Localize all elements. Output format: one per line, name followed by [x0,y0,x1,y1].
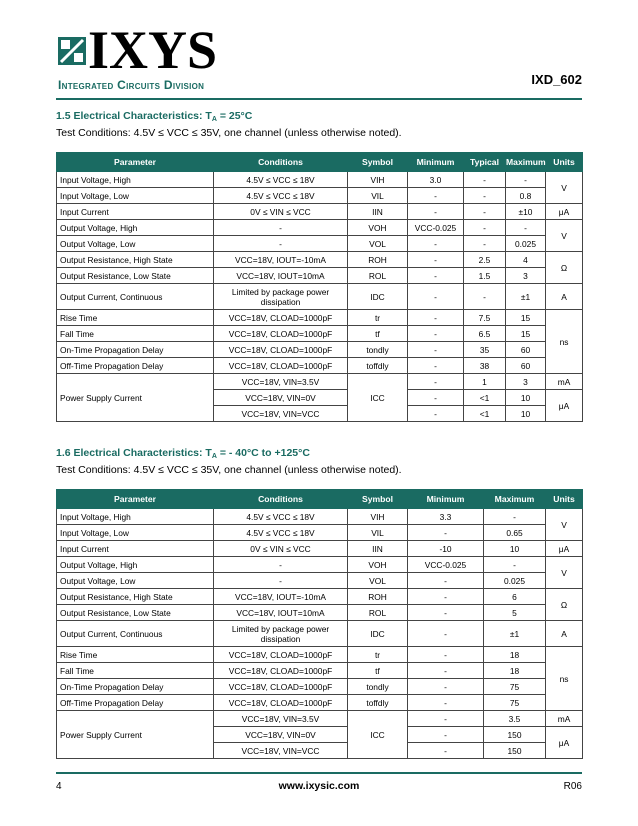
section-1-test-conditions: Test Conditions: 4.5V ≤ VCC ≤ 35V, one channel (unless otherwise noted). [56,127,402,139]
header-parameter: Parameter [57,490,214,509]
param-cell: Input Voltage, High [57,172,214,188]
footer-rule [56,772,582,774]
max-cell: - [484,557,546,573]
typ-cell: 7.5 [464,310,506,326]
param-cell: Power Supply Current [57,711,214,759]
param-cell: Output Voltage, High [57,220,214,236]
param-cell: Off-Time Propagation Delay [57,695,214,711]
param-cell: Rise Time [57,647,214,663]
cond-cell: Limited by package power dissipation [214,621,348,647]
cond-cell: 0V ≤ VIN ≤ VCC [214,541,348,557]
table-row [57,374,583,390]
min-cell: - [408,326,464,342]
header-conditions: Conditions [214,153,348,172]
max-cell: 75 [484,679,546,695]
cond-cell: VCC=18V, VIN=3.5V [214,374,348,390]
typ-cell: - [464,236,506,252]
min-cell: - [408,727,484,743]
param-cell: Output Resistance, Low State [57,268,214,284]
unit-cell: V [546,172,583,204]
min-cell: - [408,695,484,711]
param-cell: Input Voltage, High [57,509,214,525]
table-row [57,647,583,663]
table-row [57,695,583,711]
division-name: Integrated Circuits Division [58,78,205,92]
typ-cell: - [464,188,506,204]
param-cell: Output Resistance, Low State [57,605,214,621]
symbol-cell: tf [348,663,408,679]
param-cell: Input Voltage, Low [57,525,214,541]
symbol-cell: IDC [348,621,408,647]
cond-cell: VCC=18V, IOUT=-10mA [214,589,348,605]
max-cell: 3 [506,268,546,284]
max-cell: 75 [484,695,546,711]
min-cell: - [408,374,464,390]
max-cell: 0.8 [506,188,546,204]
header-symbol: Symbol [348,490,408,509]
header-symbol: Symbol [348,153,408,172]
symbol-cell: IDC [348,284,408,310]
symbol-cell: toffdly [348,358,408,374]
ixys-logo: IXYS [88,20,218,80]
param-cell: Input Voltage, Low [57,188,214,204]
max-cell: 150 [484,743,546,759]
ixys-logo-mark [58,37,86,65]
table-header-row [57,153,583,172]
table-row [57,589,583,605]
document-id: IXD_602 [531,72,582,87]
symbol-cell: ROH [348,252,408,268]
symbol-cell: ROL [348,605,408,621]
param-cell: Off-Time Propagation Delay [57,358,214,374]
cond-cell: VCC=18V, IOUT=-10mA [214,252,348,268]
typ-cell: 6.5 [464,326,506,342]
header-rule [56,98,582,100]
header-units: Units [546,153,583,172]
symbol-cell: VOL [348,236,408,252]
cond-cell: VCC=18V, CLOAD=1000pF [214,326,348,342]
cond-cell: 4.5V ≤ VCC ≤ 18V [214,509,348,525]
min-cell: -10 [408,541,484,557]
max-cell: ±10 [506,204,546,220]
max-cell: 150 [484,727,546,743]
header-conditions: Conditions [214,490,348,509]
param-cell: Fall Time [57,326,214,342]
cond-cell: VCC=18V, IOUT=10mA [214,605,348,621]
min-cell: 3.3 [408,509,484,525]
unit-cell: μA [546,727,583,759]
page-number: 4 [56,781,62,792]
param-cell: Output Current, Continuous [57,284,214,310]
table-row [57,679,583,695]
param-cell: Output Resistance, High State [57,589,214,605]
min-cell: 3.0 [408,172,464,188]
cond-cell: 4.5V ≤ VCC ≤ 18V [214,188,348,204]
max-cell: 5 [484,605,546,621]
symbol-cell: ICC [348,711,408,759]
min-cell: - [408,711,484,727]
min-cell: VCC-0.025 [408,220,464,236]
unit-cell: A [546,621,583,647]
typ-cell: - [464,284,506,310]
min-cell: - [408,188,464,204]
electrical-characteristics-table-full-range [56,489,583,759]
symbol-cell: IIN [348,204,408,220]
header-maximum: Maximum [484,490,546,509]
cond-cell: 0V ≤ VIN ≤ VCC [214,204,348,220]
symbol-cell: VOH [348,557,408,573]
symbol-cell: tondly [348,342,408,358]
table-row [57,268,583,284]
cond-cell: VCC=18V, CLOAD=1000pF [214,663,348,679]
min-cell: - [408,236,464,252]
min-cell: VCC-0.025 [408,557,484,573]
table-row [57,525,583,541]
symbol-cell: VOL [348,573,408,589]
min-cell: - [408,621,484,647]
cond-cell: - [214,220,348,236]
param-cell: On-Time Propagation Delay [57,342,214,358]
max-cell: 60 [506,358,546,374]
table-row [57,204,583,220]
min-cell: - [408,679,484,695]
header-maximum: Maximum [506,153,546,172]
min-cell: - [408,252,464,268]
unit-cell: μA [546,204,583,220]
table-row [57,342,583,358]
max-cell: - [506,220,546,236]
max-cell: 0.025 [484,573,546,589]
electrical-characteristics-table-25c [56,152,583,422]
symbol-cell: IIN [348,541,408,557]
table-row [57,284,583,310]
param-cell: On-Time Propagation Delay [57,679,214,695]
unit-cell: μA [546,390,583,422]
table-row [57,605,583,621]
unit-cell: V [546,220,583,252]
cond-cell: VCC=18V, VIN=VCC [214,743,348,759]
unit-cell: mA [546,374,583,390]
symbol-cell: ROH [348,589,408,605]
unit-cell: Ω [546,589,583,621]
symbol-cell: tr [348,647,408,663]
cond-cell: 4.5V ≤ VCC ≤ 18V [214,525,348,541]
unit-cell: ns [546,647,583,711]
table-row [57,236,583,252]
website-link[interactable]: www.ixysic.com [278,780,360,792]
cond-cell: VCC=18V, VIN=0V [214,727,348,743]
table-row [57,188,583,204]
unit-cell: ns [546,310,583,374]
typ-cell: - [464,172,506,188]
max-cell: 60 [506,342,546,358]
cond-cell: - [214,236,348,252]
min-cell: - [408,663,484,679]
max-cell: - [506,172,546,188]
max-cell: 10 [506,390,546,406]
typ-cell: 38 [464,358,506,374]
param-cell: Output Voltage, Low [57,573,214,589]
cond-cell: Limited by package power dissipation [214,284,348,310]
symbol-cell: tondly [348,679,408,695]
revision: R06 [563,781,582,792]
table-row [57,711,583,727]
param-cell: Rise Time [57,310,214,326]
symbol-cell: ROL [348,268,408,284]
cond-cell: VCC=18V, CLOAD=1000pF [214,358,348,374]
param-cell: Output Current, Continuous [57,621,214,647]
min-cell: - [408,743,484,759]
header-minimum: Minimum [408,490,484,509]
max-cell: 18 [484,647,546,663]
typ-cell: - [464,220,506,236]
table-header-row [57,490,583,509]
header-typical: Typical [464,153,506,172]
typ-cell: 35 [464,342,506,358]
cond-cell: VCC=18V, CLOAD=1000pF [214,342,348,358]
max-cell: 10 [506,406,546,422]
param-cell: Input Current [57,204,214,220]
max-cell: 3 [506,374,546,390]
param-cell: Output Voltage, Low [57,236,214,252]
cond-cell: VCC=18V, IOUT=10mA [214,268,348,284]
cond-cell: - [214,557,348,573]
unit-cell: μA [546,541,583,557]
min-cell: - [408,573,484,589]
max-cell: 15 [506,326,546,342]
table-row [57,220,583,236]
symbol-cell: tf [348,326,408,342]
table-row [57,509,583,525]
unit-cell: V [546,509,583,541]
max-cell: 4 [506,252,546,268]
min-cell: - [408,390,464,406]
header-units: Units [546,490,583,509]
section-1-title: 1.5 Electrical Characteristics: $T_A = 25^\circ C$ [56,110,253,123]
table-row [57,310,583,326]
unit-cell: mA [546,711,583,727]
min-cell: - [408,358,464,374]
max-cell: 6 [484,589,546,605]
cond-cell: VCC=18V, VIN=3.5V [214,711,348,727]
table-row [57,252,583,268]
min-cell: - [408,284,464,310]
max-cell: 0.025 [506,236,546,252]
param-cell: Fall Time [57,663,214,679]
typ-cell: - [464,204,506,220]
table-row [57,573,583,589]
max-cell: 15 [506,310,546,326]
param-cell: Power Supply Current [57,374,214,422]
min-cell: - [408,342,464,358]
symbol-cell: VIL [348,188,408,204]
symbol-cell: VIL [348,525,408,541]
min-cell: - [408,525,484,541]
max-cell: 18 [484,663,546,679]
table-row [57,663,583,679]
cond-cell: VCC=18V, CLOAD=1000pF [214,679,348,695]
typ-cell: <1 [464,406,506,422]
typ-cell: 1 [464,374,506,390]
max-cell: ±1 [506,284,546,310]
section-2-test-conditions: Test Conditions: 4.5V ≤ VCC ≤ 35V, one channel (unless otherwise noted). [56,464,402,476]
cond-cell: VCC=18V, CLOAD=1000pF [214,695,348,711]
page-header [0,0,638,100]
param-cell: Output Resistance, High State [57,252,214,268]
table-row [57,557,583,573]
cond-cell: VCC=18V, CLOAD=1000pF [214,310,348,326]
cond-cell: VCC=18V, VIN=0V [214,390,348,406]
max-cell: - [484,509,546,525]
table-row [57,172,583,188]
symbol-cell: tr [348,310,408,326]
typ-cell: 2.5 [464,252,506,268]
table-row [57,326,583,342]
cond-cell: 4.5V ≤ VCC ≤ 18V [214,172,348,188]
cond-cell: VCC=18V, VIN=VCC [214,406,348,422]
min-cell: - [408,647,484,663]
param-cell: Input Current [57,541,214,557]
table-row [57,358,583,374]
max-cell: 10 [484,541,546,557]
typ-cell: 1.5 [464,268,506,284]
section-2-title: 1.6 Electrical Characteristics: $T_A$ = - 40°C to +125°C [56,447,310,460]
unit-cell: V [546,557,583,589]
unit-cell: A [546,284,583,310]
min-cell: - [408,268,464,284]
min-cell: - [408,310,464,326]
table-row [57,621,583,647]
cond-cell: - [214,573,348,589]
max-cell: ±1 [484,621,546,647]
unit-cell: Ω [546,252,583,284]
header-minimum: Minimum [408,153,464,172]
max-cell: 0.65 [484,525,546,541]
symbol-cell: VIH [348,509,408,525]
symbol-cell: toffdly [348,695,408,711]
min-cell: - [408,589,484,605]
min-cell: - [408,605,484,621]
header-parameter: Parameter [57,153,214,172]
symbol-cell: VOH [348,220,408,236]
min-cell: - [408,204,464,220]
min-cell: - [408,406,464,422]
typ-cell: <1 [464,390,506,406]
cond-cell: VCC=18V, CLOAD=1000pF [214,647,348,663]
symbol-cell: ICC [348,374,408,422]
table-row [57,541,583,557]
max-cell: 3.5 [484,711,546,727]
symbol-cell: VIH [348,172,408,188]
param-cell: Output Voltage, High [57,557,214,573]
